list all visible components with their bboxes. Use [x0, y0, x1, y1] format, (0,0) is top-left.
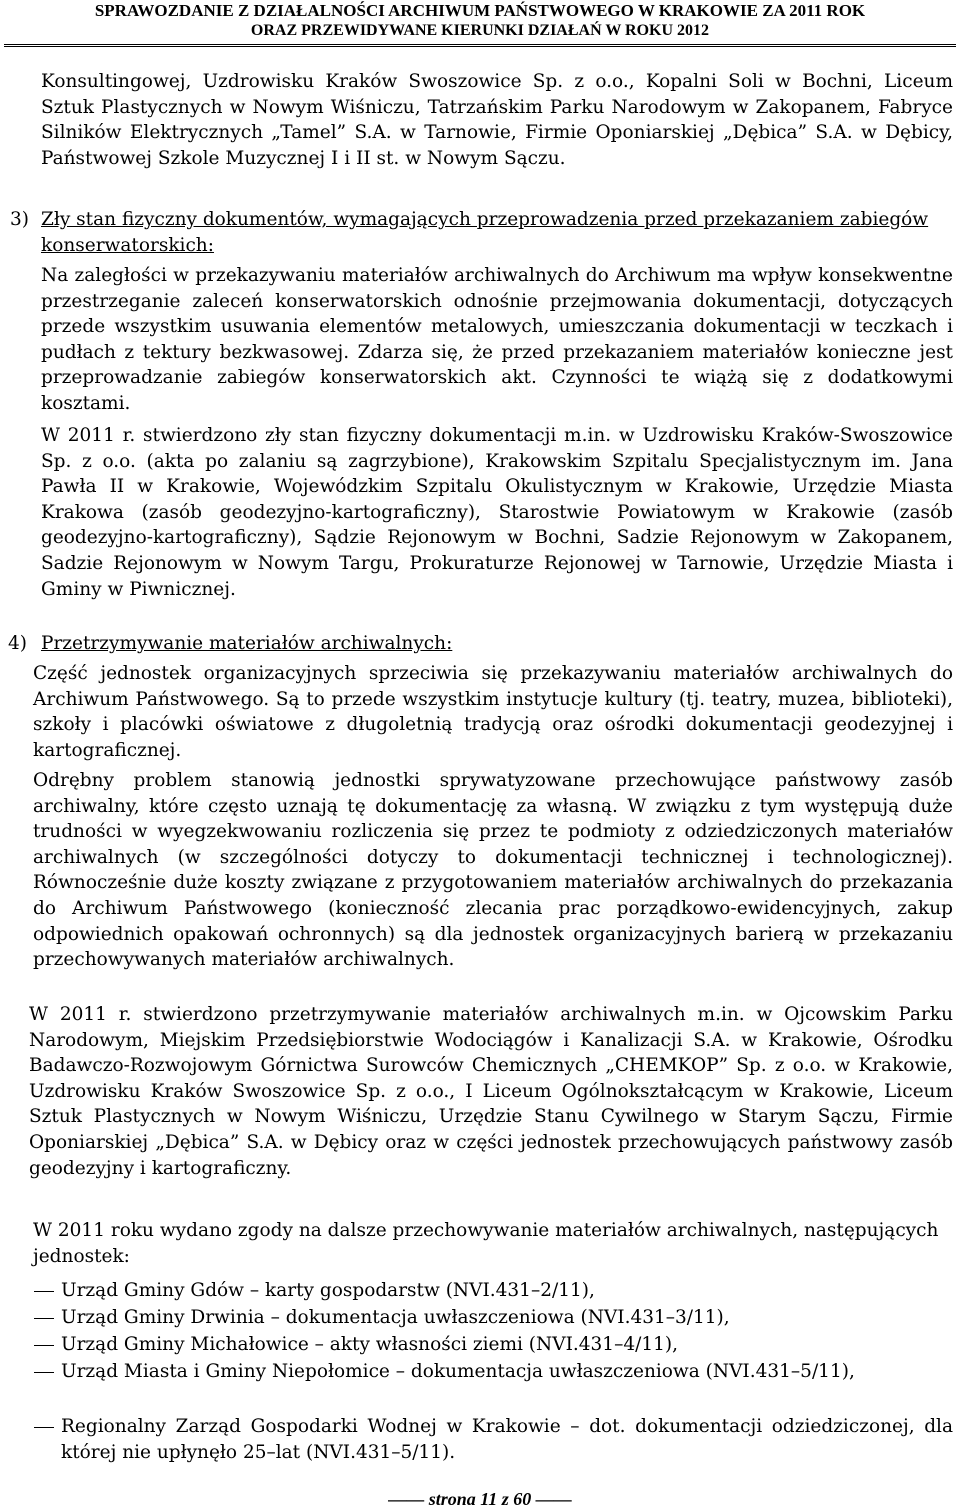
list-bullet-dash [34, 1427, 54, 1428]
list-item: Urząd Gminy Drwinia – dokumentacja uwłaszczeniowa (NVI.431–3/11), [61, 1307, 730, 1328]
section-4-heading: Przetrzymywanie materiałów archiwalnych: [41, 633, 453, 654]
list-item: Urząd Miasta i Gminy Niepołomice – dokumentacja uwłaszczeniowa (NVI.431–5/11), [61, 1361, 855, 1382]
section-3-number: 3) [10, 209, 29, 230]
list-item: Urząd Gminy Michałowice – akty własności ziemi (NVI.431–4/11), [61, 1334, 678, 1355]
header-title-line2: ORAZ PRZEWIDYWANE KIERUNKI DZIAŁAŃ W ROKU 2012 [250, 22, 710, 39]
list-item: Regionalny Zarząd Gospodarki Wodnej w Krakowie – dot. dokumentacji odziedziczonej, dla której nie upłynęło 25–lat (NVI.431–5/11). [61, 1416, 953, 1463]
list-bullet-dash [34, 1318, 54, 1319]
page-number: strona 11 z 60 [428, 1489, 532, 1509]
footer-dash-right: —— [535, 1489, 572, 1509]
continuation-paragraph: Konsultingowej, Uzdrowisku Kraków Swoszowice Sp. z o.o., Kopalni Soli w Bochni, Liceum Sztuk Plastycznych w Nowym Wiśniczu, Tatrzańskim Parku Narodowym w Zakopanem, Fabryce Silników Elektrycznych „Tamel” S.A. w Tarnowie, Firmie Oponiarskiej „Dębica” S.A. w Dębicy, Państwowej Szkole Muzycznej I i II st. w Nowym Sączu. [41, 71, 953, 169]
section-4-paragraph-3: W 2011 r. stwierdzono przetrzymywanie materiałów archiwalnych m.in. w Ojcowskim Parku Narodowym, Miejskim Przedsiębiorstwie Wodociągów i Kanalizacji S.A. w Krakowie, Ośrodku Badawczo-Rozwojowym Górnictwa Surowców Chemicznych „CHEMKOP” Sp. z o.o. w Krakowie, Uzdrowisku Kraków Swoszowice Sp. z o.o., I Liceum Ogólnokształcącym w Krakowie, Liceum Sztuk Plastycznych w Nowym Wiśniczu, Urzędzie Stanu Cywilnego w Starym Sączu, Firmie Oponiarskiej „Dębica” S.A. w Dębicy oraz w części jednostek przechowujących państwowy zasób geodezyjny i kartograficzny. [29, 1004, 953, 1179]
list-bullet-dash [34, 1372, 54, 1373]
section-3-paragraph-1: Na zaległości w przekazywaniu materiałów archiwalnych do Archiwum ma wpływ konsekwentne przestrzeganie zaleceń konserwatorskich odnośnie przejmowania dokumentacji, dotyczących przede wszystkim usuwania elementów metalowych, umieszczania dokumentacji w teczkach i pudłach z tektury bezkwasowej. Zdarza się, że przed przekazaniem materiałów konieczne jest przeprowadzanie zabiegów konserwatorskich akt. Czynności te wiążą się z dodatkowymi kosztami. [41, 265, 953, 414]
list-bullet-dash [34, 1345, 54, 1346]
section-4-paragraph-2: Odrębny problem stanowią jednostki sprywatyzowane przechowujące państwowy zasób archiwalny, które często uznają tę dokumentację za własną. W związku z tym występują duże trudności w wyegzekwowaniu rozliczenia się przez te podmioty z odziedziczonych materiałów archiwalnych (w szczególności dotyczy to dokumentacji technicznej i technologicznej). Równocześnie duże koszty związane z przygotowaniem materiałów archiwalnych do przekazania do Archiwum Państwowego (konieczność zlecania prac porządkowo-ewidencyjnych, zakup odpowiednich opakowań ochronnych) są dla jednostek organizacyjnych barierą w przekazaniu przechowywanych materiałów archiwalnych. [33, 770, 953, 971]
section-4-paragraph-1: Część jednostek organizacyjnych sprzeciwia się przekazywaniu materiałów archiwalnych do Archiwum Państwowego. Są to przede wszystkim instytucje kultury (tj. teatry, muzea, biblioteki), szkoły i placówki oświatowe z długoletnią tradycją oraz ośrodki dokumentacji geodezyjnej i kartograficznej. [33, 663, 953, 761]
list-bullet-dash [34, 1291, 54, 1292]
header-title-line1: SPRAWOZDANIE Z DZIAŁALNOŚCI ARCHIWUM PAŃSTWOWEGO W KRAKOWIE ZA 2011 ROK [94, 1, 866, 20]
page-footer [0, 1489, 960, 1510]
section-4-number: 4) [8, 633, 27, 654]
header-rule [4, 44, 956, 47]
section-3-paragraph-2: W 2011 r. stwierdzono zły stan fizyczny dokumentacji m.in. w Uzdrowisku Kraków-Swoszowice Sp. z o.o. (akta po zalaniu są zagrzybione), Krakowskim Szpitalu Specjalistycznym im. Jana Pawła II w Krakowie, Wojewódzkim Szpitalu Okulistycznym w Krakowie, Urzędzie Miasta Krakowa (zasób geodezyjno-kartograficzny), Starostwie Powiatowym w Krakowie (zasób geodezyjno-kartograficzny), Sądzie Rejonowym w Bochni, Sadzie Rejonowym w Zakopanem, Sadzie Rejonowym w Nowym Targu, Prokuraturze Rejonowej w Tarnowie, Urzędzie Miasta i Gminy w Piwnicznej. [41, 425, 953, 600]
footer-dash-left: —— [388, 1489, 425, 1509]
section-3-heading: Zły stan fizyczny dokumentów, wymagających przeprowadzenia przed przekazaniem zabiegów konserwatorskich: [41, 209, 929, 256]
page-header [0, 0, 960, 48]
consent-intro: W 2011 roku wydano zgody na dalsze przechowywanie materiałów archiwalnych, następujących jednostek: [33, 1220, 939, 1267]
list-item: Urząd Gminy Gdów – karty gospodarstw (NVI.431–2/11), [61, 1280, 595, 1301]
